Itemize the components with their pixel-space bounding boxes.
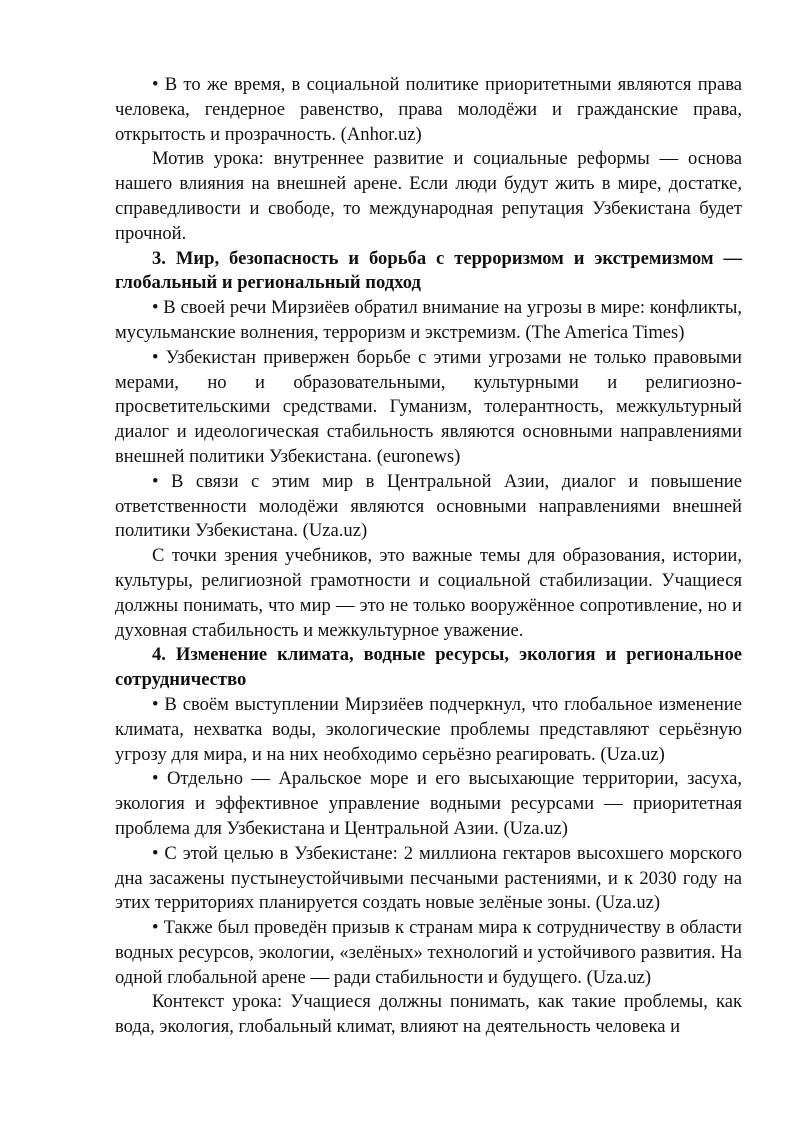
paragraph-fight-threats: • Узбекистан привержен борьбе с этими угрозами не только правовыми мерами, но и образовательными, культурными и религиозно-просветительскими средствами. Гуманизм, толерантность, межкультурный диалог и идеологическая стабильность являются основными направлениями внешней политики Узбекистана. (euronews) xyxy=(115,346,742,467)
paragraph-human-rights: • В то же время, в социальной политике приоритетными являются права человека, гендерное равенство, права молодёжи и гражданские права, открытость и прозрачность. (Anhor.uz) xyxy=(115,74,742,145)
paragraph-cooperation-call: • Также был проведён призыв к странам мира к сотрудничеству в области водных ресурсов, экологии, «зелёных» технологий и устойчивого развития. На одной глобальной арене — ради стабильности и будущего. (Uza.uz) xyxy=(115,917,742,988)
paragraph-textbook-view: С точки зрения учебников, это важные темы для образования, истории, культуры, религиозной грамотности и социальной стабилизации. Учащиеся должны понимать, что мир — это не только вооружённое сопротивление, но и духовная стабильность и межкультурное уважение. xyxy=(115,545,742,641)
paragraph-lesson-motive: Мотив урока: внутреннее развитие и социальные реформы — основа нашего влияния на внешней арене. Если люди будут жить в мире, достатке, справедливости и свободе, то международная репутация Узбекистана будет прочной. xyxy=(115,148,742,244)
paragraph-lesson-context: Контекст урока: Учащиеся должны понимать, как такие проблемы, как вода, экология, глобальный климат, влияют на деятельность человека и xyxy=(115,991,742,1038)
paragraph-threats: • В своей речи Мирзиёев обратил внимание на угрозы в мире: конфликты, мусульманские волнения, терроризм и экстремизм. (The America Times) xyxy=(115,297,742,343)
paragraph-seabed-planting: • С этой целью в Узбекистане: 2 миллиона гектаров высохшего морского дна засажены пустынеустойчивыми песчаными растениями, и к 2030 году на этих территориях планируется создать новые зелёные зоны. (Uza.uz) xyxy=(115,842,742,914)
section-heading-peace-security: 3. Мир, безопасность и борьба с терроризмом и экстремизмом — глобальный и региональный подход xyxy=(115,247,742,294)
paragraph-aral-sea: • Отдельно — Аральское море и его высыхающие территории, засуха, экология и эффективное управление водными ресурсами — приоритетная проблема для Узбекистана и Центральной Азии. (Uza.uz) xyxy=(115,768,742,839)
paragraph-climate-speech: • В своём выступлении Мирзиёев подчеркнул, что глобальное изменение климата, нехватка воды, экологические проблемы представляют серьёзную угрозу для мира, и на них необходимо серьёзно реагировать. (Uza.uz) xyxy=(115,693,742,765)
paragraph-central-asia-peace: • В связи с этим мир в Центральной Азии, диалог и повышение ответственности молодёжи являются основными направлениями внешней политики Узбекистана. (Uza.uz) xyxy=(115,470,742,542)
section-heading-climate: 4. Изменение климата, водные ресурсы, экология и региональное сотрудничество xyxy=(115,644,742,691)
